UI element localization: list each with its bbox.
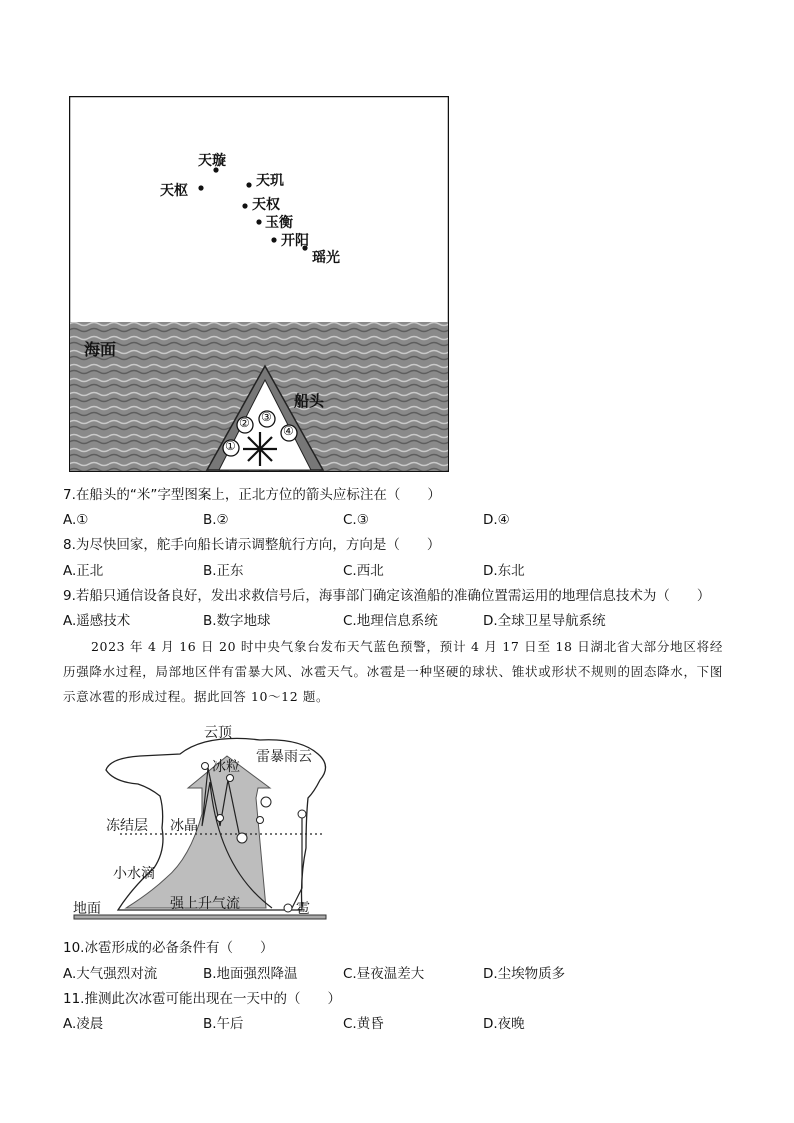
q11-option-a[interactable]: A.凌晨	[63, 1016, 104, 1032]
ice-pellet-label: 冰粒	[212, 759, 240, 775]
star-label-tianxuan: 天璇	[198, 153, 226, 169]
question-9-stem: 9.若船只通信设备良好，发出求救信号后，海事部门确定该渔船的准确位置需运用的地理信息技术为（ ）	[63, 588, 711, 604]
q11-option-b[interactable]: B.午后	[203, 1016, 244, 1032]
marker-4-label: ④	[283, 424, 294, 438]
star-tianshu-dot	[198, 185, 203, 190]
star-label-tianshu: 天枢	[160, 183, 188, 199]
q9-option-b[interactable]: B.数字地球	[203, 613, 271, 629]
question-8-stem: 8.为尽快回家，舵手向船长请示调整航行方向，方向是（ ）	[63, 537, 441, 553]
q8-option-b[interactable]: B.正东	[203, 563, 244, 579]
q10-option-b[interactable]: B.地面强烈降温	[203, 966, 298, 982]
star-label-tianji: 天玑	[256, 173, 284, 189]
star-tianji-dot	[246, 182, 251, 187]
ground-bar	[74, 915, 326, 919]
marker-1-label: ①	[225, 439, 236, 453]
q7-option-d[interactable]: D.④	[483, 512, 510, 528]
star-tianquan-dot	[242, 203, 247, 208]
q10-option-d[interactable]: D.尘埃物质多	[483, 966, 566, 982]
mi-pattern-icon	[243, 432, 277, 466]
q11-option-c[interactable]: C.黄昏	[343, 1016, 384, 1032]
sea-label: 海面	[84, 340, 117, 359]
q9-option-a[interactable]: A.遥感技术	[63, 613, 131, 629]
reading-passage: 2023 年 4 月 16 日 20 时中央气象台发布天气蓝色预警，预计 4 月 17 日至 18 日湖北省大部分地区将经历强降水过程，局部地区伴有雷暴大风、冰雹天气。冰雹是一种坚硬的球状、锥状或形状不规则的固态降水，下图示意冰雹的形成过程。据此回答 10～12 题。	[63, 639, 723, 704]
q8-option-d[interactable]: D.东北	[483, 563, 525, 579]
question-10-stem: 10.冰雹形成的必备条件有（ ）	[63, 940, 274, 956]
ground-label: 地面	[73, 901, 101, 917]
question-11-stem: 11.推测此次冰雹可能出现在一天中的（ ）	[63, 991, 341, 1007]
hail-label: 雹	[296, 901, 310, 917]
q7-option-c[interactable]: C.③	[343, 512, 369, 528]
marker-3-label: ③	[261, 410, 272, 424]
q7-option-a[interactable]: A.①	[63, 512, 89, 528]
star-label-tianquan: 天权	[252, 197, 280, 213]
q9-option-d[interactable]: D.全球卫星导航系统	[483, 613, 606, 629]
q10-option-c[interactable]: C.昼夜温差大	[343, 966, 425, 982]
marker-2-label: ②	[239, 416, 250, 430]
question-7-stem: 7.在船头的“米”字型图案上，正北方位的箭头应标注在（ ）	[63, 487, 441, 503]
star-label-yuheng: 玉衡	[265, 215, 293, 231]
star-label-yaoguang: 瑶光	[312, 250, 340, 266]
star-yuheng-dot	[256, 219, 261, 224]
q10-option-a[interactable]: A.大气强烈对流	[63, 966, 158, 982]
freezing-layer-label: 冻结层	[106, 818, 148, 834]
q9-option-c[interactable]: C.地理信息系统	[343, 613, 438, 629]
star-boat-figure	[69, 96, 449, 472]
droplets-label: 小水滴	[113, 866, 155, 882]
q7-option-b[interactable]: B.②	[203, 512, 229, 528]
q11-option-d[interactable]: D.夜晚	[483, 1016, 525, 1032]
hail-icon	[284, 904, 292, 912]
q8-option-a[interactable]: A.正北	[63, 563, 104, 579]
star-boat-svg	[69, 96, 449, 472]
ice-pellet-icon	[202, 763, 209, 770]
updraft-label: 强上升气流	[170, 896, 240, 912]
q8-option-c[interactable]: C.西北	[343, 563, 384, 579]
cloud-top-label: 云顶	[204, 725, 232, 741]
star-kaiyang-dot	[271, 237, 276, 242]
ice-crystal-label: 冰晶	[170, 818, 198, 834]
cloud-label: 雷暴雨云	[256, 749, 312, 765]
star-label-kaiyang: 开阳	[281, 233, 309, 249]
bow-label: 船头	[294, 392, 325, 410]
